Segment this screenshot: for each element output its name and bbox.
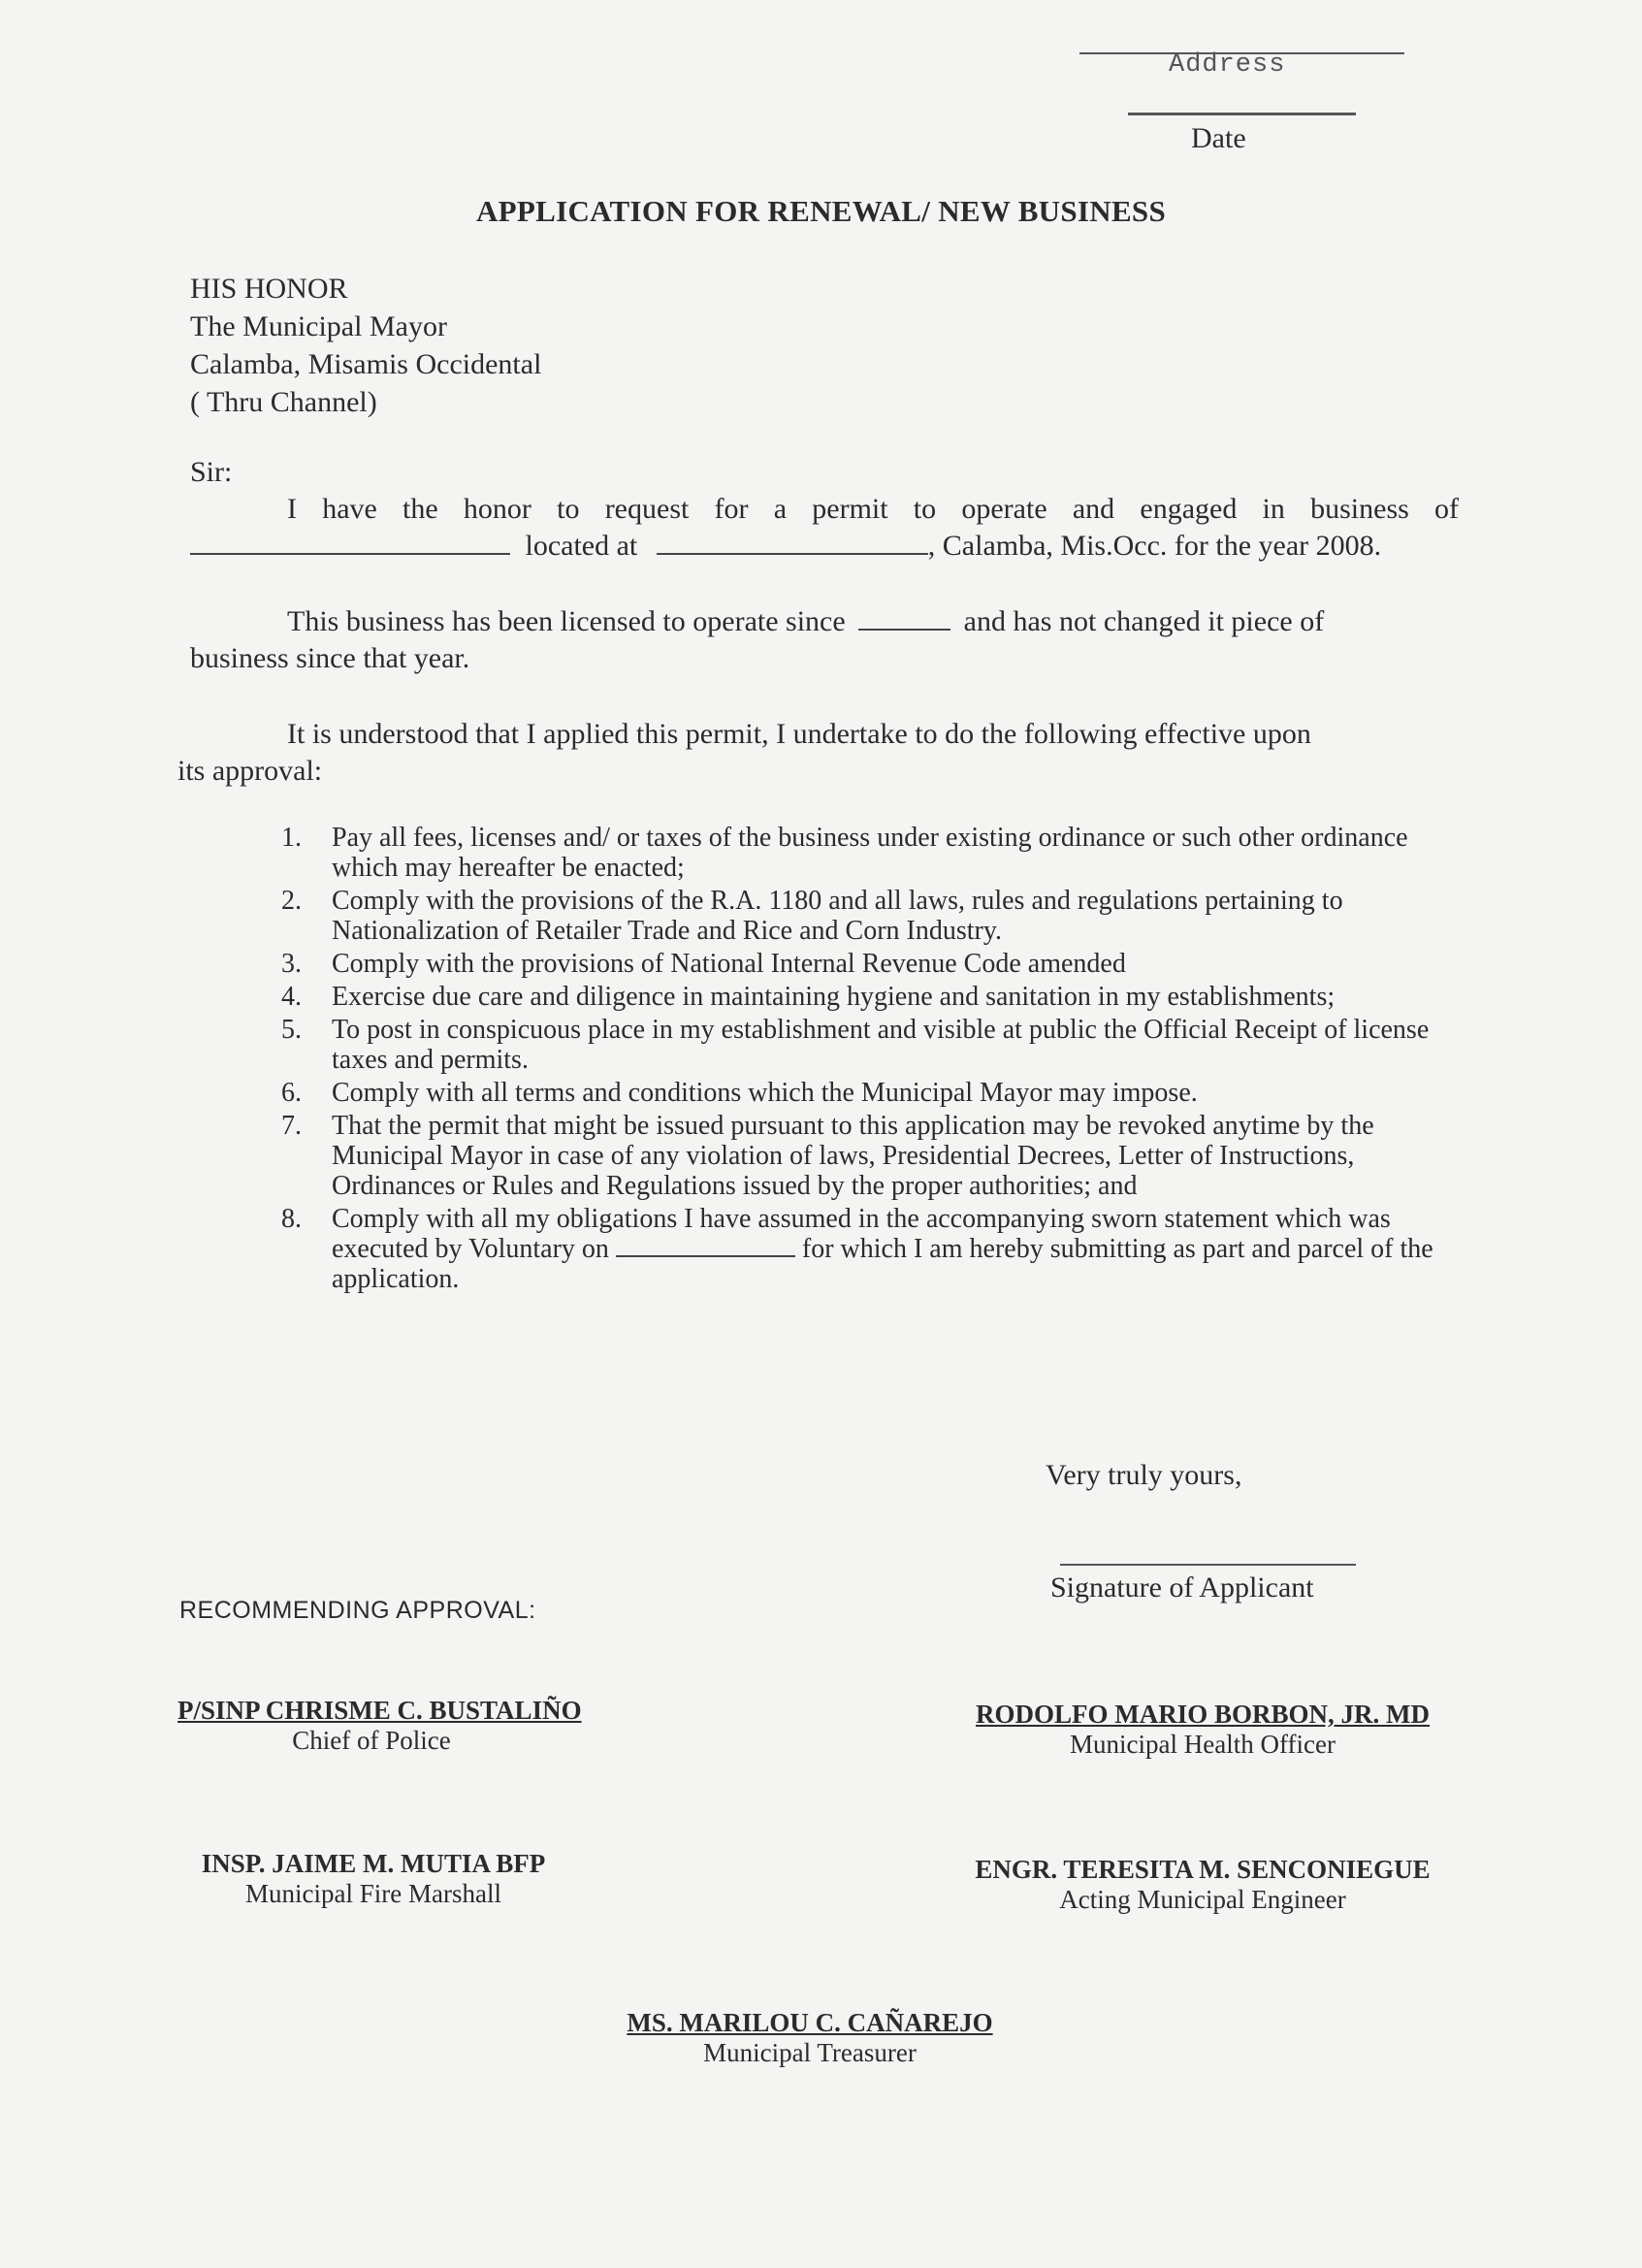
list-item	[281, 1015, 1459, 1075]
list-item	[281, 949, 1459, 979]
official-municipal-engineer	[946, 1855, 1460, 1915]
official-title: Municipal Fire Marshall	[245, 1879, 501, 1908]
official-name: P/SINP CHRISME C. BUSTALIÑO	[177, 1696, 582, 1725]
date-line	[1128, 113, 1356, 115]
list-item	[281, 1111, 1459, 1201]
item-text-b: for which I am hereby submitting as part and parcel of the application.	[332, 1234, 1433, 1294]
official-title: Municipal Health Officer	[1070, 1730, 1336, 1759]
item-text: Comply with all terms and conditions which the Municipal Mayor may impose.	[332, 1078, 1198, 1108]
list-item	[281, 823, 1459, 883]
licensed-since-text: This business has been licensed to operate since	[287, 605, 846, 637]
located-at-text: located at	[525, 530, 638, 562]
official-fire-marshall	[184, 1849, 563, 1909]
official-name: MS. MARILOU C. CAÑAREJO	[627, 2008, 993, 2037]
official-title: Municipal Treasurer	[703, 2038, 917, 2067]
official-name: ENGR. TERESITA M. SENCONIEGUE	[975, 1855, 1431, 1884]
list-item	[281, 886, 1459, 946]
address-label: Address	[1169, 50, 1286, 80]
item-text: To post in conspicuous place in my establishment and visible at public the Official Receipt of license taxes and permits.	[332, 1015, 1430, 1075]
not-changed-text: and has not changed it piece of	[963, 605, 1325, 637]
item-text: Comply with the provisions of National Internal Revenue Code amended	[332, 949, 1126, 979]
paragraph-request	[190, 491, 1459, 565]
signature-label: Signature of Applicant	[1050, 1571, 1314, 1604]
item-number: 2.	[281, 886, 302, 916]
executed-on-date-field[interactable]	[616, 1234, 795, 1257]
list-item	[281, 1204, 1459, 1294]
item-text: Exercise due care and diligence in maintaining hygiene and sanitation in my establishments;	[332, 982, 1336, 1012]
paragraph-licensed-since	[190, 603, 1459, 677]
closing: Very truly yours,	[1046, 1459, 1242, 1491]
salutation: Sir:	[190, 456, 233, 488]
official-title: Acting Municipal Engineer	[1059, 1885, 1346, 1914]
item-number: 7.	[281, 1111, 302, 1141]
licensed-since-year-field[interactable]	[858, 607, 950, 631]
recommending-approval-label: RECOMMENDING APPROVAL:	[179, 1597, 536, 1624]
addressee-line-1: HIS HONOR	[190, 273, 348, 305]
paragraph-undertaking	[177, 716, 1459, 790]
official-title: Chief of Police	[292, 1726, 451, 1755]
item-number: 1.	[281, 823, 302, 853]
item-text-a: Comply with all my obligations I have assumed in the accompanying sworn statement which was executed by Voluntary on	[332, 1204, 1391, 1264]
licensed-line-1	[190, 603, 1459, 640]
addressee-line-3: Calamba, Misamis Occidental	[190, 348, 542, 380]
official-name: INSP. JAIME M. MUTIA BFP	[201, 1849, 546, 1878]
request-line-2-tail: , Calamba, Mis.Occ. for the year 2008.	[927, 530, 1382, 562]
addressee-line-2: The Municipal Mayor	[190, 310, 447, 342]
item-number: 5.	[281, 1015, 302, 1045]
list-item	[281, 982, 1459, 1012]
addressee-block	[190, 270, 541, 421]
official-municipal-treasurer	[592, 2008, 1028, 2068]
licensed-line-2: business since that year.	[190, 642, 470, 674]
date-label: Date	[1191, 122, 1246, 154]
business-name-field[interactable]	[190, 532, 510, 555]
item-number: 6.	[281, 1078, 302, 1108]
undertaking-line-1: It is understood that I applied this permit, I undertake to do the following effective upon	[287, 718, 1311, 750]
official-chief-of-police	[177, 1696, 582, 1756]
undertakings-list	[281, 823, 1459, 1297]
undertaking-line-2: its approval:	[177, 755, 323, 787]
item-number: 3.	[281, 949, 302, 979]
item-text: Comply with the provisions of the R.A. 1180 and all laws, rules and regulations pertaining to Nationalization of Retailer Trade and Rice and Corn Industry.	[332, 886, 1343, 946]
list-item	[281, 1078, 1459, 1108]
business-location-field[interactable]	[657, 532, 928, 555]
official-name: RODOLFO MARIO BORBON, JR. MD	[976, 1700, 1430, 1729]
item-number: 8.	[281, 1204, 302, 1234]
document-title: APPLICATION FOR RENEWAL/ NEW BUSINESS	[475, 194, 1167, 228]
item-number: 4.	[281, 982, 302, 1012]
item-text: That the permit that might be issued pursuant to this application may be revoked anytime by the Municipal Mayor in case of any violation of laws, Presidential Decrees, Letter of Instructions, Ordinances or Rules and Regulations issued by the proper authorities; and	[332, 1111, 1374, 1201]
item-text: Pay all fees, licenses and/ or taxes of the business under existing ordinance or such other ordinance which may hereafter be enacted;	[332, 823, 1408, 883]
official-health-officer	[950, 1700, 1455, 1760]
signature-line[interactable]	[1060, 1564, 1356, 1566]
request-line-2	[190, 530, 1381, 562]
request-line-1: I have the honor to request for a permit to operate and engaged in business of	[287, 493, 1459, 525]
addressee-line-4: ( Thru Channel)	[190, 386, 377, 418]
